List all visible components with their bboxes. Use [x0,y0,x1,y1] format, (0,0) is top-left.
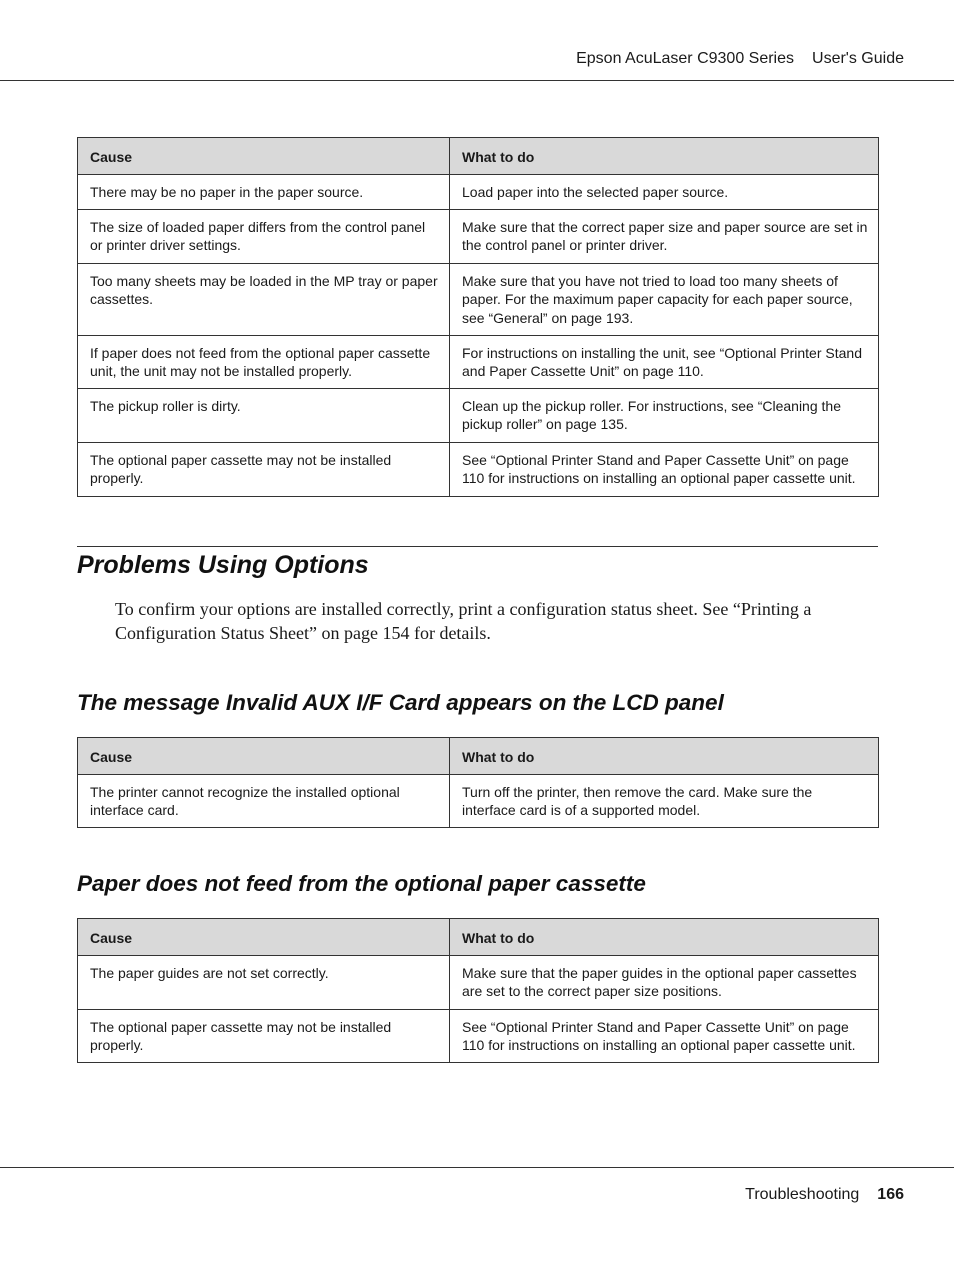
cause-header: Cause [78,738,450,775]
what-to-do-header: What to do [450,919,879,956]
running-footer [745,1186,904,1204]
cause-cell: The size of loaded paper differs from the control panel or printer driver settings. [78,209,450,263]
table-row [78,955,879,1009]
footer-rule [0,1167,954,1168]
section-title: Problems Using Options [77,546,878,581]
table-header-row [78,919,879,956]
action-cell: Clean up the pickup roller. For instructions, see “Cleaning the pickup roller” on page 135. [450,388,879,442]
footer-section: Troubleshooting [745,1186,860,1203]
action-cell: See “Optional Printer Stand and Paper Cassette Unit” on page 110 for instructions on installing an optional paper cassette unit. [450,1009,879,1062]
table-row [78,174,879,209]
cause-cell: The optional paper cassette may not be installed properly. [78,442,450,496]
table-row [78,335,879,388]
action-cell: See “Optional Printer Stand and Paper Cassette Unit” on page 110 for instructions on installing an optional paper cassette unit. [450,442,879,496]
cause-cell: There may be no paper in the paper source. [78,174,450,209]
action-cell: Turn off the printer, then remove the card. Make sure the interface card is of a supported model. [450,774,879,827]
page-number: 166 [877,1186,904,1203]
table-row [78,388,879,442]
cause-cell: The printer cannot recognize the installed optional interface card. [78,774,450,827]
cause-cell: The optional paper cassette may not be installed properly. [78,1009,450,1062]
cause-cell: The pickup roller is dirty. [78,388,450,442]
what-to-do-header: What to do [450,138,879,175]
table-row [78,263,879,335]
action-cell: Load paper into the selected paper source. [450,174,879,209]
table-row [78,442,879,496]
table-row [78,1009,879,1062]
action-cell: Make sure that the paper guides in the optional paper cassettes are set to the correct paper size positions. [450,955,879,1009]
cause-cell: If paper does not feed from the optional paper cassette unit, the unit may not be installed properly. [78,335,450,388]
action-cell: Make sure that the correct paper size and paper source are set in the control panel or printer driver. [450,209,879,263]
cause-cell: Too many sheets may be loaded in the MP tray or paper cassettes. [78,263,450,335]
header-guide: User's Guide [812,50,904,67]
table-row [78,209,879,263]
action-cell: For instructions on installing the unit, see “Optional Printer Stand and Paper Cassette Unit” on page 110. [450,335,879,388]
running-header [576,50,904,68]
header-product: Epson AcuLaser C9300 Series [576,50,795,67]
table-header-row [78,138,879,175]
table-header-row [78,738,879,775]
table-row [78,774,879,827]
what-to-do-header: What to do [450,738,879,775]
cause-cell: The paper guides are not set correctly. [78,955,450,1009]
cause-header: Cause [78,919,450,956]
paper-feed-table [77,137,879,497]
action-cell: Make sure that you have not tried to load too many sheets of paper. For the maximum paper capacity for each paper source, see “General” on page 193. [450,263,879,335]
section-intro: To confirm your options are installed correctly, print a configuration status sheet. See “Printing a Configuration Status Sheet” on page 154 for details. [115,599,812,643]
cause-header: Cause [78,138,450,175]
optional-cassette-table [77,918,879,1063]
subsection-title-aux-card: The message Invalid AUX I/F Card appears on the LCD panel [77,690,724,715]
aux-card-table [77,737,879,828]
header-rule [0,80,954,81]
subsection-title-optional-cassette: Paper does not feed from the optional paper cassette [77,871,646,896]
